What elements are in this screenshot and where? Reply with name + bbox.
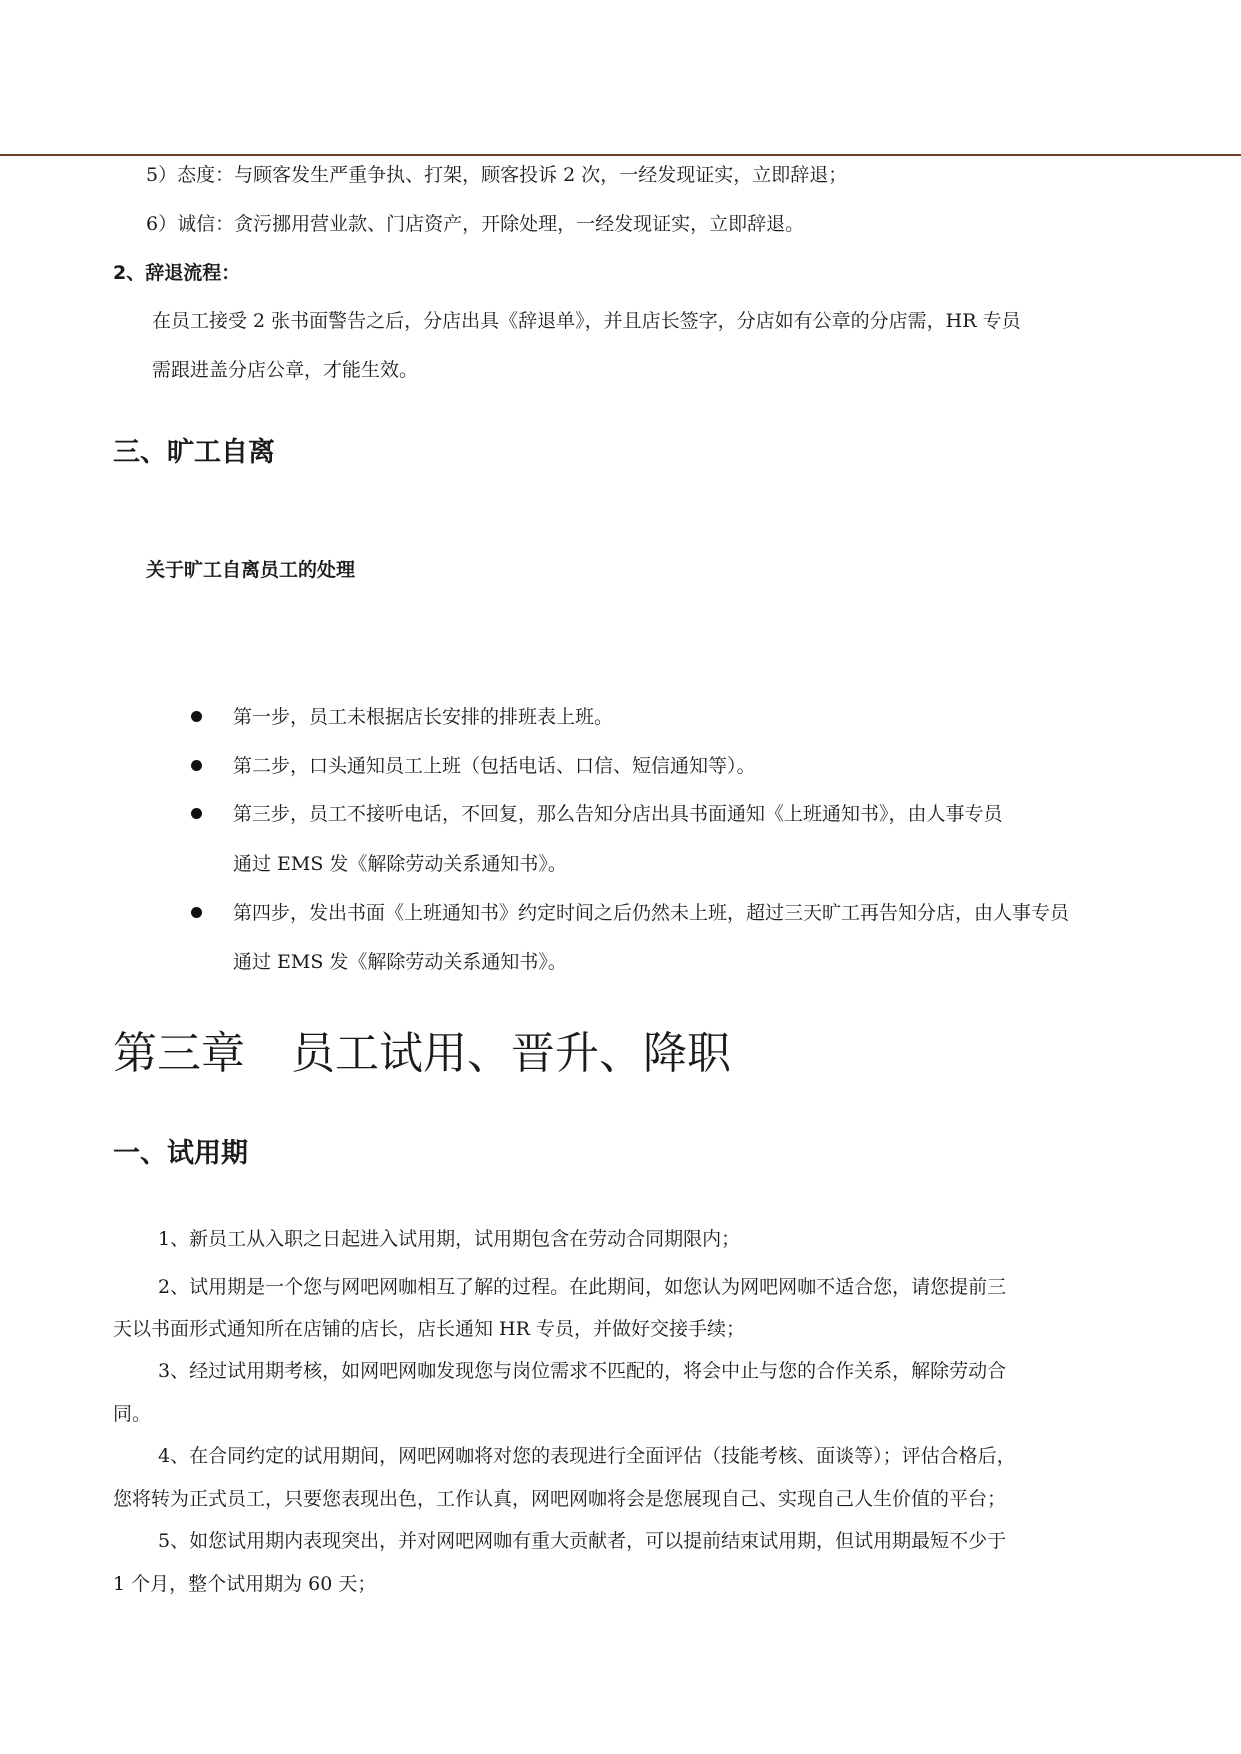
probation-item-4-line-1: 4、在合同约定的试用期间，网吧网咖将对您的表现进行全面评估（技能考核、面谈等）；评估合格后， [158, 1445, 1016, 1467]
absence-step-2: 第二步，口头通知员工上班（包括电话、口信、短信通知等）。 [233, 755, 756, 777]
absence-subheading: 关于旷工自离员工的处理 [146, 559, 356, 581]
chapter-name: 员工试用、晋升、降职 [291, 1028, 731, 1079]
bullet-icon [191, 760, 202, 771]
probation-item-5-line-2: 1 个月，整个试用期为 60 天； [113, 1573, 377, 1595]
probation-item-3-line-1: 3、经过试用期考核，如网吧网咖发现您与岗位需求不匹配的，将会中止与您的合作关系，解除劳动合 [158, 1360, 1007, 1382]
bullet-icon [191, 711, 202, 722]
dismissal-item-attitude: 5）态度：与顾客发生严重争执、打架，顾客投诉 2 次，一经发现证实，立即辞退； [146, 164, 848, 186]
probation-item-5-line-1: 5、如您试用期内表现突出，并对网吧网咖有重大贡献者，可以提前结束试用期，但试用期最短不少于 [158, 1530, 1007, 1552]
dismissal-process-heading: 2、辞退流程： [113, 262, 241, 284]
absence-step-3-line-1: 第三步，员工不接听电话，不回复，那么告知分店出具书面通知《上班通知书》，由人事专员 [233, 803, 1003, 825]
chapter-title [113, 1028, 731, 1080]
dismissal-process-line-2: 需跟进盖分店公章，才能生效。 [152, 359, 419, 381]
absence-step-1: 第一步，员工未根据店长安排的排班表上班。 [233, 706, 614, 728]
chapter-number: 第三章 [113, 1028, 245, 1079]
absence-step-4-line-1: 第四步，发出书面《上班通知书》约定时间之后仍然未上班，超过三天旷工再告知分店，由人事专员 [233, 902, 1070, 924]
absence-step-4-line-2: 通过 EMS 发《解除劳动关系通知书》。 [233, 951, 567, 973]
bullet-icon [191, 808, 202, 819]
header-rule [0, 154, 1241, 156]
section-heading-probation: 一、试用期 [113, 1138, 248, 1169]
dismissal-item-integrity: 6）诚信：贪污挪用营业款、门店资产，开除处理，一经发现证实，立即辞退。 [146, 213, 805, 235]
bullet-icon [191, 907, 202, 918]
probation-item-3-line-2: 同。 [113, 1403, 152, 1425]
section-heading-absence: 三、旷工自离 [113, 437, 275, 468]
dismissal-process-line-1: 在员工接受 2 张书面警告之后，分店出具《辞退单》，并且店长签字，分店如有公章的分店需，HR 专员 [152, 310, 1021, 332]
probation-item-2-line-1: 2、试用期是一个您与网吧网咖相互了解的过程。在此期间，如您认为网吧网咖不适合您，请您提前三 [158, 1276, 1007, 1298]
probation-item-4-line-2: 您将转为正式员工，只要您表现出色，工作认真，网吧网咖将会是您展现自己、实现自己人生价值的平台； [113, 1488, 1007, 1510]
probation-item-1: 1、新员工从入职之日起进入试用期，试用期包含在劳动合同期限内； [158, 1228, 741, 1250]
probation-item-2-line-2: 天以书面形式通知所在店铺的店长，店长通知 HR 专员，并做好交接手续； [113, 1318, 745, 1340]
absence-step-3-line-2: 通过 EMS 发《解除劳动关系通知书》。 [233, 853, 567, 875]
